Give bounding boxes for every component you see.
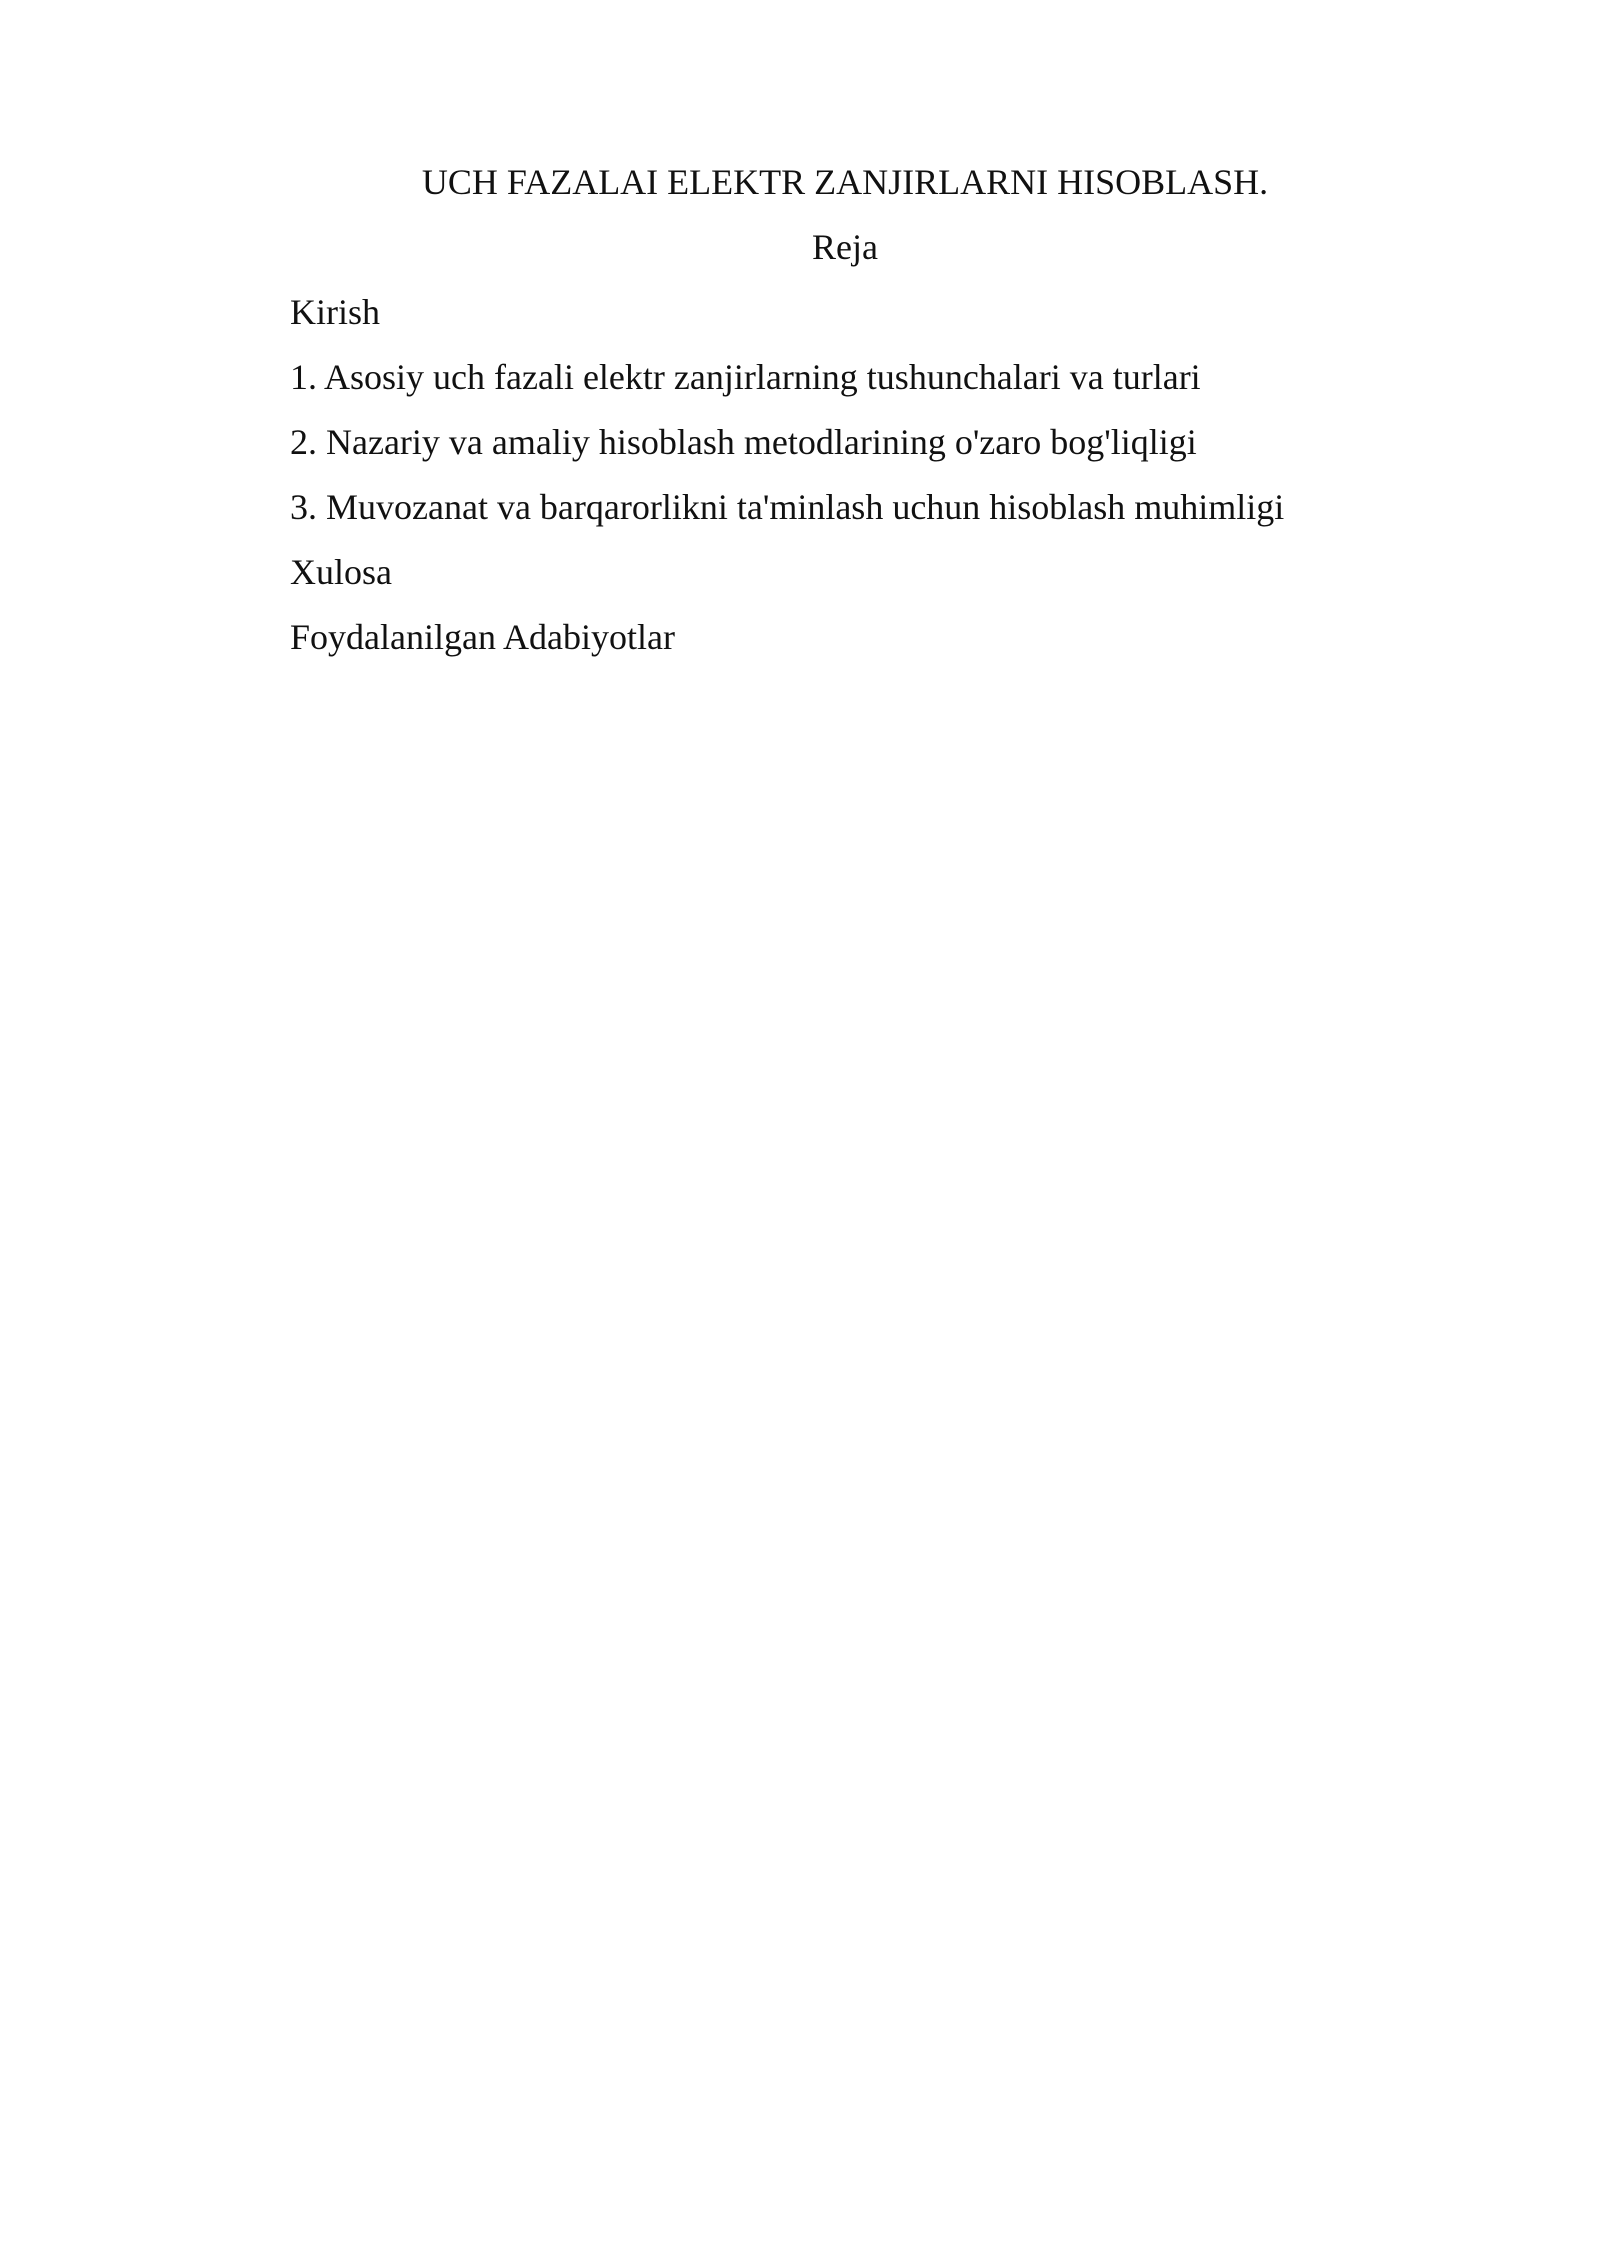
- document-content: [290, 150, 1330, 670]
- plan-heading: Reja: [812, 227, 878, 267]
- plan-item-conclusion: Xulosa: [290, 552, 392, 592]
- plan-item-2: 2. Nazariy va amaliy hisoblash metodlarining o'zaro bog'liqligi: [290, 422, 1197, 462]
- plan-item-1: 1. Asosiy uch fazali elektr zanjirlarning tushunchalari va turlari: [290, 357, 1201, 397]
- plan-item-references: Foydalanilgan Adabiyotlar: [290, 617, 675, 657]
- document-title: UCH FAZALAI ELEKTR ZANJIRLARNI HISOBLASH.: [421, 162, 1269, 202]
- plan-item-3: 3. Muvozanat va barqarorlikni ta'minlash uchun hisoblash muhimligi: [290, 487, 1285, 527]
- plan-item-introduction: Kirish: [290, 292, 380, 332]
